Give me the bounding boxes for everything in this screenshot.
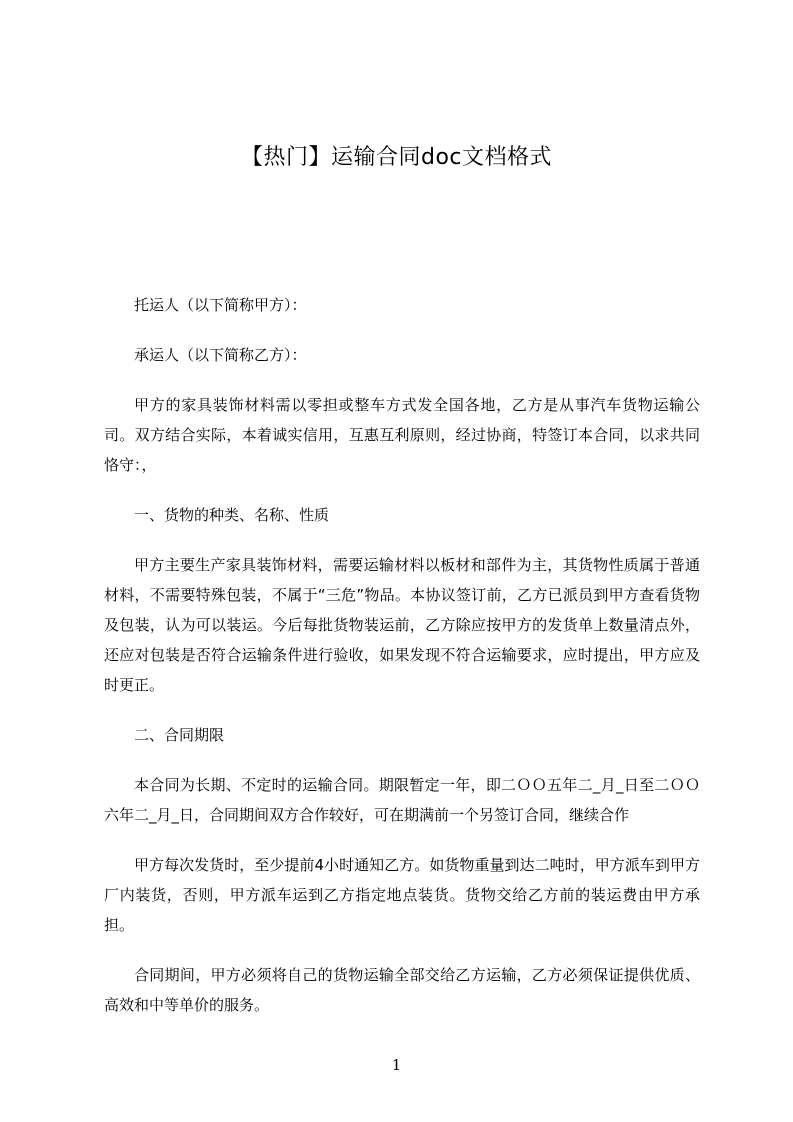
carrier-line: 承运人（以下简称乙方）： <box>134 346 307 364</box>
document-title: 【热门】运输合同doc文档格式 <box>240 145 553 170</box>
section-heading-goods: 一、货物的种类、名称、性质 <box>134 506 330 524</box>
section-heading-term: 二、合同期限 <box>134 726 225 744</box>
obligation-paragraph: 合同期间，甲方必须将自己的货物运输全部交给乙方运输，乙方必须保证提供优质、高效和中等单价的服务。 <box>104 966 700 1014</box>
page-number: 1 <box>391 1056 402 1074</box>
term-paragraph: 本合同为长期、不定时的运输合同。期限暂定一年，即二ＯＯ五年二_月_日至二ＯＯ六年二_月_日，合同期间双方合作较好，可在期满前一个另签订合同，继续合作 <box>104 776 700 824</box>
goods-paragraph: 甲方主要生产家具装饰材料，需要运输材料以板材和部件为主，其货物性质属于普通材料，不需要特殊包装，不属于“三危”物品。本协议签订前，乙方已派员到甲方查看货物及包装，认为可以装运。今后每批货物装运前，乙方除应按甲方的发货单上数量清点外，还应对包装是否符合运输条件进行验收，如果发现不符合运输要求，应时提出，甲方应及时更正。 <box>104 556 700 694</box>
notice-paragraph: 甲方每次发货时，至少提前4小时通知乙方。如货物重量到达二吨时，甲方派车到甲方厂内装货，否则，甲方派车运到乙方指定地点装货。货物交给乙方前的装运费由甲方承担。 <box>104 856 700 934</box>
document-body <box>104 290 700 1040</box>
shipper-line: 托运人（以下简称甲方）： <box>134 296 307 314</box>
preamble-paragraph: 甲方的家具装饰材料需以零担或整车方式发全国各地，乙方是从事汽车货物运输公司。双方结合实际，本着诚实信用，互惠互利原则，经过协商，特签订本合同，以求共同恪守：， <box>104 396 700 474</box>
